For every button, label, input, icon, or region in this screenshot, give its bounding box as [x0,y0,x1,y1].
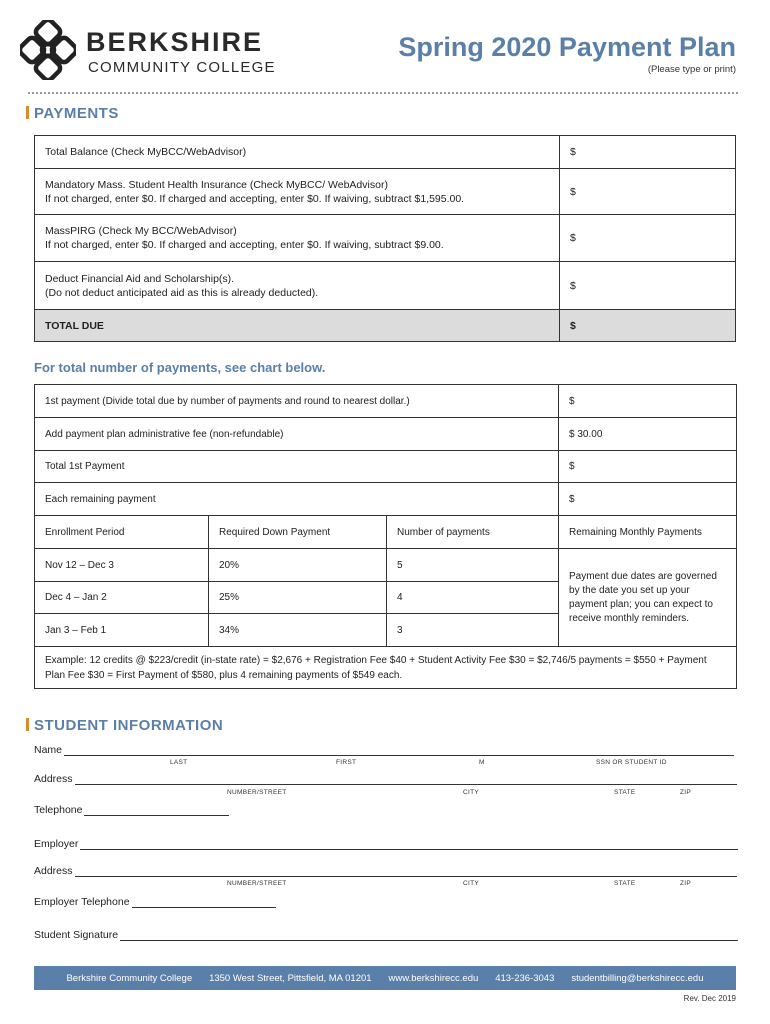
footer-email-link[interactable]: studentbilling@berkshirecc.edu [571,972,704,984]
row-label: Total 1st Payment [35,451,559,483]
table-row [35,483,737,516]
address-input[interactable] [75,775,737,785]
amount-field[interactable]: $ [560,262,736,310]
row-label-subtext: (Do not deduct anticipated aid as this is already deducted). [45,286,319,299]
brand-subname: COMMUNITY COLLEGE [88,59,276,76]
employer-city-caption: CITY [463,880,480,887]
example-text: Example: 12 credits @ $223/credit (in-state rate) = $2,676 + Registration Fee $40 + Student Activity Fee $30 = $2,746/5 payments = $550 + Payment Plan Fee $30 = First Payment of $580, plus 4 remaining payments of $549 each. [35,647,737,689]
telephone-label: Telephone [34,804,83,816]
column-header: Enrollment Period [35,516,209,549]
total-due-field[interactable]: $ [560,310,736,342]
table-row [35,262,736,310]
footer-bar [34,966,736,990]
payment-plan-table [34,384,737,689]
table-row [35,549,737,582]
table-row [35,418,737,451]
down-payment: 25% [209,582,387,614]
zip-caption: ZIP [680,789,692,796]
column-header: Required Down Payment [209,516,387,549]
payments-heading-text: PAYMENTS [34,105,119,122]
address-label: Address [34,773,73,785]
employer-street-caption: NUMBER/STREET [227,880,287,887]
revision-date: Rev. Dec 2019 [683,994,736,1003]
footer-address: 1350 West Street, Pittsfield, MA 01201 [209,972,372,984]
address-row [34,773,737,785]
payments-table [34,135,736,342]
column-header: Remaining Monthly Payments [559,516,737,549]
row-label-subtext: If not charged, enter $0. If charged and accepting, enter $0. If waiving, subtract $9.00. [45,239,444,251]
student-info-heading [26,717,223,735]
table-row [35,169,736,215]
enrollment-period: Jan 3 – Feb 1 [35,614,209,647]
amount-field[interactable]: $ [560,215,736,262]
section-marker [26,718,29,731]
example-row [35,647,737,689]
table-row [35,136,736,169]
employer-telephone-row [34,896,276,908]
employer-input[interactable] [80,840,738,850]
employer-address-input[interactable] [75,867,737,877]
telephone-row [34,804,229,816]
total-due-label: TOTAL DUE [35,310,560,342]
column-header-row [35,516,737,549]
footer-phone: 413-236-3043 [495,972,555,984]
row-label: Add payment plan administrative fee (non-refundable) [35,418,559,451]
row-label-text: Total Balance (Check MyBCC/WebAdvisor) [45,146,247,158]
name-label: Name [34,744,63,756]
footer-college: Berkshire Community College [66,972,193,984]
row-label: Each remaining payment [35,483,559,516]
enrollment-period: Dec 4 – Jan 2 [35,582,209,614]
page-subtitle: (Please type or print) [647,64,736,75]
street-caption: NUMBER/STREET [227,789,287,796]
state-caption: STATE [614,789,636,796]
city-caption: CITY [463,789,480,796]
signature-label: Student Signature [34,929,119,941]
table-row [35,385,737,418]
chart-note: For total number of payments, see chart below. [34,360,326,375]
row-label [35,262,560,310]
column-header: Number of payments [387,516,559,549]
row-label [35,136,560,169]
footer-website-link[interactable]: www.berkshirecc.edu [388,972,479,984]
signature-row [34,929,738,941]
dotted-divider [28,92,738,94]
employer-address-row [34,865,737,877]
row-label-text: MassPIRG (Check My BCC/WebAdvisor) [45,225,237,237]
brand-name: BERKSHIRE [86,27,264,57]
admin-fee-value: $ 30.00 [559,418,737,451]
name-last-caption: LAST [170,759,188,766]
table-row [35,451,737,483]
signature-input[interactable] [120,931,738,941]
employer-address-label: Address [34,865,73,877]
name-id-caption: SSN OR STUDENT ID [596,759,667,766]
enrollment-period: Nov 12 – Dec 3 [35,549,209,582]
row-label-text: Deduct Financial Aid and Scholarship(s). [45,272,235,285]
page-title: Spring 2020 Payment Plan [398,32,736,62]
amount-field[interactable]: $ [559,451,737,483]
name-first-caption: FIRST [336,759,357,766]
payments-heading [26,105,119,123]
name-row [34,744,734,756]
amount-field[interactable]: $ [560,169,736,215]
down-payment: 20% [209,549,387,582]
amount-field[interactable]: $ [559,483,737,516]
employer-row [34,838,738,850]
telephone-input[interactable] [84,806,229,816]
monthly-payments-note: Payment due dates are governed by the date you set up your payment plan; you can expect to receive monthly reminders. [559,549,737,647]
college-logo-icon [20,20,76,80]
table-row [35,215,736,262]
payment-count: 5 [387,549,559,582]
row-label-subtext: If not charged, enter $0. If charged and accepting, enter $0. If waiving, subtract $1,595.00. [45,192,465,205]
down-payment: 34% [209,614,387,647]
employer-label: Employer [34,838,79,850]
row-label-text: Mandatory Mass. Student Health Insurance (Check MyBCC/ WebAdvisor) [45,178,388,191]
name-input[interactable] [64,746,734,756]
payment-count: 4 [387,582,559,614]
total-row [35,310,736,342]
amount-field[interactable]: $ [560,136,736,169]
payment-count: 3 [387,614,559,647]
student-info-heading-text: STUDENT INFORMATION [34,717,224,734]
amount-field[interactable]: $ [559,385,737,418]
name-middle-caption: M [479,759,485,766]
row-label [35,215,560,262]
section-marker [26,106,29,119]
employer-telephone-input[interactable] [132,898,276,908]
employer-telephone-label: Employer Telephone [34,896,130,908]
row-label [35,169,560,215]
employer-state-caption: STATE [614,880,636,887]
row-label: 1st payment (Divide total due by number of payments and round to nearest dollar.) [35,385,559,418]
employer-zip-caption: ZIP [680,880,692,887]
